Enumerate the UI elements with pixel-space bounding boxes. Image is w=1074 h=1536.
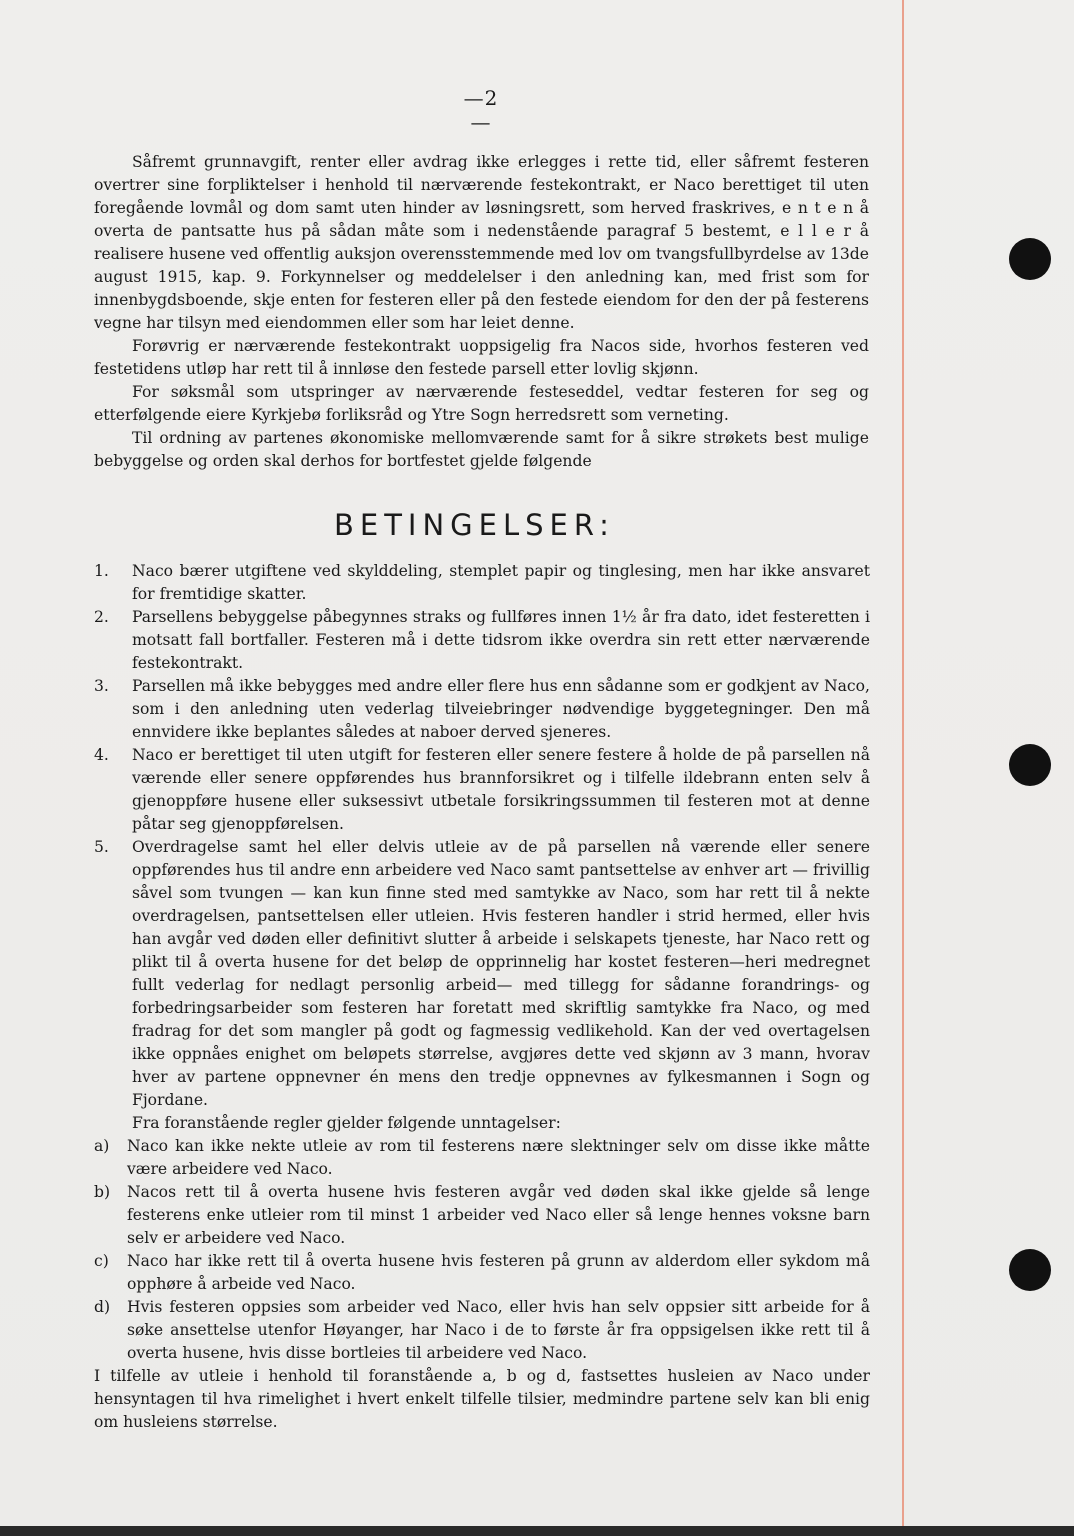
condition-number: 4. bbox=[94, 746, 109, 764]
exception-label: c) bbox=[94, 1252, 109, 1270]
page-number: —2— bbox=[463, 86, 499, 134]
exception-text: Hvis festeren oppsies som arbeider ved Naco, eller hvis han selv oppsier sitt arbeide for å søke ansettelse utenfor Høyanger, har Naco i de to første år fra oppsigelsen ikke rett til å overta husene, hvis disse bortleies til arbeidere ved Naco. bbox=[127, 1298, 870, 1362]
condition-text: Naco bærer utgiftene ved skylddeling, stemplet papir og tinglesing, men har ikke ansvaret for fremtidige skatter. bbox=[132, 562, 870, 603]
punch-hole bbox=[1009, 238, 1051, 280]
paragraph: Til ordning av partenes økonomiske mellomværende samt for å sikre strøkets best mulige bebyggelse og orden skal derhos for bortfestet gjelde følgende bbox=[94, 429, 869, 470]
condition-item bbox=[94, 606, 870, 675]
condition-text: Parsellens bebyggelse påbegynnes straks og fullføres innen 1½ år fra dato, idet festeretten i motsatt fall bortfaller. Festeren må i dette tidsrom ikke overdra sin rett etter nærværende festekontrakt. bbox=[132, 608, 870, 672]
exception-label: b) bbox=[94, 1183, 111, 1201]
condition-item bbox=[94, 744, 870, 836]
condition-text: Parsellen må ikke bebygges med andre eller flere hus enn sådanne som er godkjent av Naco, som i den anledning uten vederlag tilveiebringer nødvendige byggetegninger. Den må ennvidere ikke beplantes således at naboer derved sjeneres. bbox=[132, 677, 870, 741]
margin-line bbox=[902, 0, 904, 1536]
punch-hole bbox=[1009, 1249, 1051, 1291]
exception-text: Nacos rett til å overta husene hvis festeren avgår ved døden skal ikke gjelde så lenge festerens enke utleier rom til minst 1 arbeider ved Naco eller så lenge hennes voksne barn selv er arbeidere ved Naco. bbox=[127, 1183, 870, 1247]
condition-text: Naco er berettiget til uten utgift for festeren eller senere festere å holde de på parsellen nå værende eller senere oppførendes hus brannforsikret og i tilfelle ildebrann enten selv å gjenoppføre husene eller suksessivt utbetale forsikringssummen til festeren mot at denne påtar seg gjenoppførelsen. bbox=[132, 746, 870, 833]
condition-number: 3. bbox=[94, 677, 109, 695]
exception-text: Naco kan ikke nekte utleie av rom til festerens nære slektninger selv om disse ikke måtte være arbeidere ved Naco. bbox=[127, 1137, 870, 1178]
exception-item bbox=[94, 1250, 870, 1296]
condition-number: 1. bbox=[94, 562, 109, 580]
punch-hole bbox=[1009, 744, 1051, 786]
paragraph: Såfremt grunnavgift, renter eller avdrag ikke erlegges i rette tid, eller såfremt festeren overtrer sine forpliktelser i henhold til nærværende festekontrakt, er Naco berettiget til uten foregående lovmål og dom samt uten hinder av løsningsrett, som herved fraskrives, e n t e n å overta de pantsatte hus på sådan måte som i nedenstående paragraf 5 bestemt, e l l e r å realisere husene ved offentlig auksjon overensstemmende med lov om tvangsfullbyrdelse av 13de august 1915, kap. 9. Forkynnelser og meddelelser i den anledning kan, med frist som for innenbygdsboende, skje enten for festeren eller på den festede eiendom for den der på festerens vegne har tilsyn med eiendommen eller som har leiet denne. bbox=[94, 153, 869, 332]
exceptions-intro: Fra foranstående regler gjelder følgende unntagelser: bbox=[132, 1114, 561, 1132]
condition-text: Overdragelse samt hel eller delvis utleie av de på parsellen nå værende eller senere oppførendes hus til andre enn arbeidere ved Naco samt pantsettelse av enhver art — frivillig såvel som tvungen — kan kun finne sted med samtykke av Naco, som har rett til å nekte overdragelsen, pantsettelsen eller utleien. Hvis festeren handler i strid hermed, eller hvis han avgår ved døden eller definitivt slutter å arbeide i selskapets tjeneste, har Naco rett og plikt til å overta husene for det beløp de opprinnelig har kostet festeren—heri medregnet fullt vederlag for nedlagt personlig arbeid— med tillegg for sådanne forandrings- og forbedringsarbeider som festeren har foretatt med skriftlig samtykke fra Naco, og med fradrag for det som mangler på godt og fagmessig vedlikehold. Kan der ved overtagelsen ikke oppnåes enighet om beløpets størrelse, avgjøres dette ved skjønn av 3 mann, hvorav hver av partene oppnevner én mens den tredje oppnevnes av fylkesmannen i Sogn og Fjordane. bbox=[132, 838, 870, 1109]
condition-number: 5. bbox=[94, 838, 109, 856]
exception-item bbox=[94, 1296, 870, 1365]
scan-edge bbox=[0, 1526, 1074, 1536]
exception-item bbox=[94, 1135, 870, 1181]
condition-item bbox=[94, 560, 870, 606]
conditions-list bbox=[94, 560, 870, 1434]
section-heading: BETINGELSER: bbox=[334, 508, 615, 542]
condition-item bbox=[94, 836, 870, 1135]
exception-label: d) bbox=[94, 1298, 111, 1316]
exception-text: Naco har ikke rett til å overta husene hvis festeren på grunn av alderdom eller sykdom må opphøre å arbeide ved Naco. bbox=[127, 1252, 870, 1293]
closing-paragraph: I tilfelle av utleie i henhold til foranstående a, b og d, fastsettes husleien av Naco under hensyntagen til hva rimelighet i hvert enkelt tilfelle tilsier, medmindre partene selv kan bli enig om husleiens størrelse. bbox=[94, 1367, 870, 1431]
exception-item bbox=[94, 1181, 870, 1250]
condition-item bbox=[94, 675, 870, 744]
intro-text bbox=[94, 151, 869, 473]
exception-label: a) bbox=[94, 1137, 110, 1155]
condition-number: 2. bbox=[94, 608, 109, 626]
paragraph: For søksmål som utspringer av nærværende festeseddel, vedtar festeren for seg og etterfølgende eiere Kyrkjebø forliksråd og Ytre Sogn herredsrett som verneting. bbox=[94, 383, 869, 424]
exceptions-list bbox=[94, 1135, 870, 1365]
paragraph: Forøvrig er nærværende festekontrakt uoppsigelig fra Nacos side, hvorhos festeren ved festetidens utløp har rett til å innløse den festede parsell etter lovlig skjønn. bbox=[94, 337, 869, 378]
condition-body bbox=[132, 836, 870, 1135]
